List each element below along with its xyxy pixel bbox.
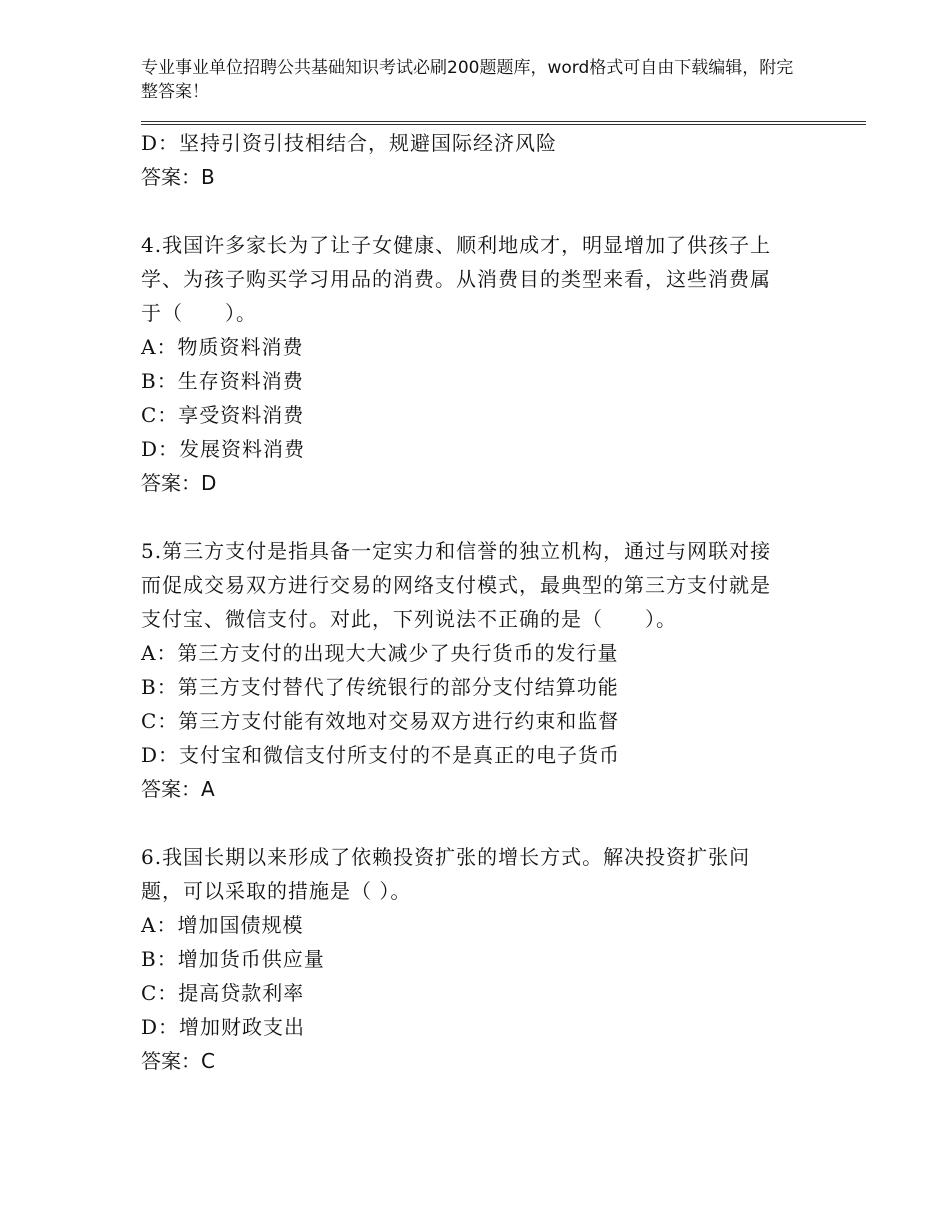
option-c: C：提高贷款利率 [141, 981, 305, 1005]
option-c: C：享受资料消费 [141, 403, 305, 427]
option-d: D：增加财政支出 [141, 1015, 306, 1039]
option-a: A：第三方支付的出现大大减少了央行货币的发行量 [141, 641, 619, 665]
option-c: C：第三方支付能有效地对交易双方进行约束和监督 [141, 709, 620, 733]
question-stem-line: 学、为孩子购买学习用品的消费。从消费目的类型来看，这些消费属 [141, 267, 771, 291]
question-4 [141, 228, 841, 500]
option-d: D：坚持引资引技相结合，规避国际经济风险 [141, 131, 558, 155]
option-a: A：增加国债规模 [141, 913, 304, 937]
document-body [141, 126, 841, 1078]
question-stem-line: 5.第三方支付是指具备一定实力和信誉的独立机构，通过与网联对接 [141, 539, 772, 563]
answer: 答案：D [141, 471, 217, 495]
question-stem-line: 支付宝、微信支付。对此，下列说法不正确的是（ ）。 [141, 607, 677, 631]
question-stem-line: 于（ ）。 [141, 301, 257, 325]
question-stem-line: 6.我国长期以来形成了依赖投资扩张的增长方式。解决投资扩张问 [141, 845, 751, 869]
header-rule-top [141, 121, 866, 122]
header-rule-bottom [141, 124, 866, 125]
question-5 [141, 534, 841, 806]
option-a: A：物质资料消费 [141, 335, 304, 359]
option-b: B：第三方支付替代了传统银行的部分支付结算功能 [141, 675, 619, 699]
option-d: D：支付宝和微信支付所支付的不是真正的电子货币 [141, 743, 621, 767]
page-header: 专业事业单位招聘公共基础知识考试必刷200题题库，word格式可自由下载编辑，附完整答案！ [141, 58, 794, 102]
question-stem-line: 4.我国许多家长为了让子女健康、顺利地成才，明显增加了供孩子上 [141, 233, 772, 257]
answer: 答案：A [141, 777, 215, 801]
option-b: B：增加货币供应量 [141, 947, 325, 971]
answer: 答案：B [141, 165, 215, 189]
option-d: D：发展资料消费 [141, 437, 306, 461]
question-6 [141, 840, 841, 1078]
answer: 答案：C [141, 1049, 215, 1073]
question-stem-line: 而促成交易双方进行交易的网络支付模式，最典型的第三方支付就是 [141, 573, 771, 597]
option-b: B：生存资料消费 [141, 369, 304, 393]
question-3-tail [141, 126, 841, 194]
question-stem-line: 题，可以采取的措施是（ ）。 [141, 879, 412, 903]
